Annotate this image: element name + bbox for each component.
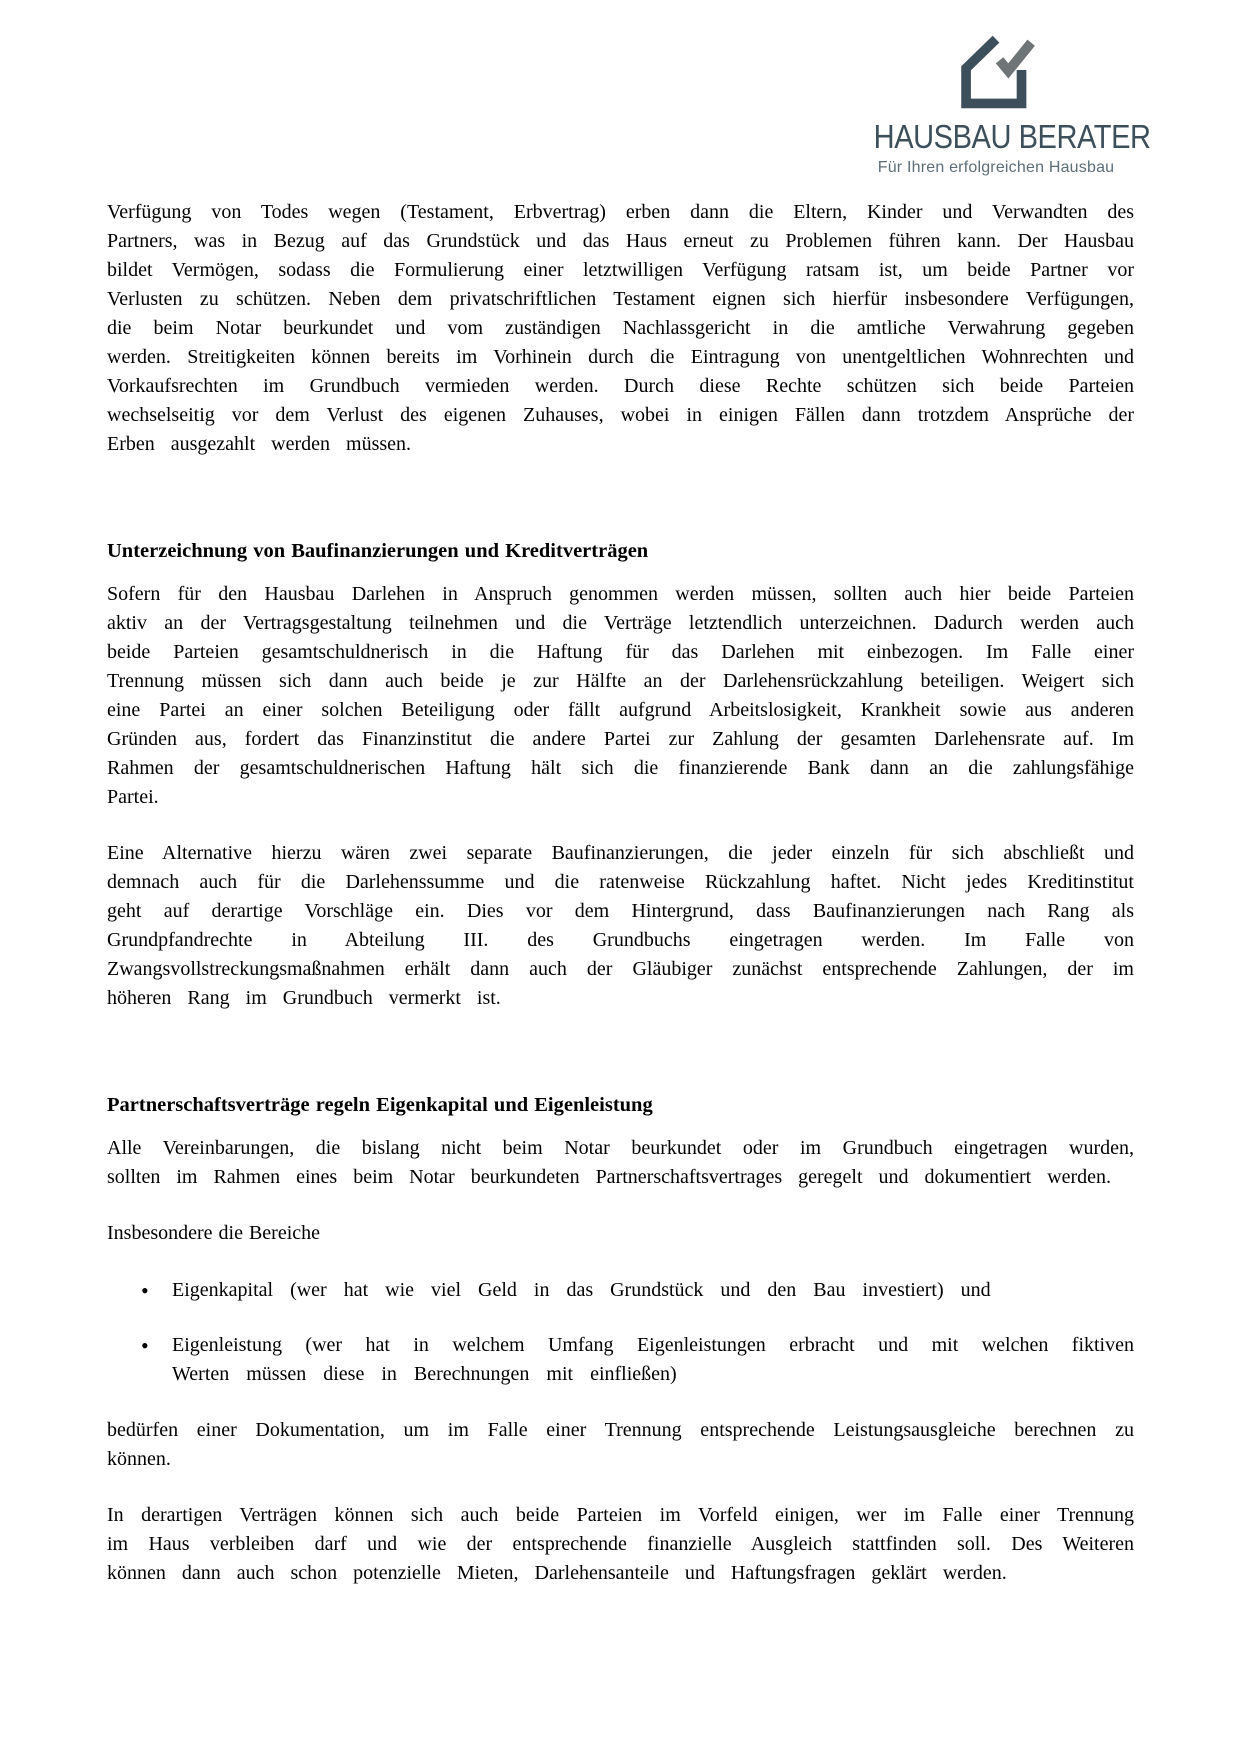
section-heading: Partnerschaftsverträge regeln Eigenkapital und Eigenleistung	[107, 1094, 653, 1116]
logo-title: HAUSBAU BERATER	[873, 118, 1151, 155]
logo-tagline: Für Ihren erfolgreichen Hausbau	[877, 159, 1115, 176]
body-paragraph: In derartigen Verträgen können sich auch beide Parteien im Vorfeld einigen, wer im Falle einer Trennung im Haus verbleiben darf und wie der entsprechende finanzielle Ausgleich stattfinden soll. Des Weiteren können dann auch schon potenzielle Mieten, Darlehensanteile und Haftungsfragen geklärt werden.	[107, 1504, 1134, 1584]
body-paragraph: Alle Vereinbarungen, die bislang nicht beim Notar beurkundet oder im Grundbuch eingetragen wurden, sollten im Rahmen eines beim Notar beurkundeten Partnerschaftsvertrages geregelt und dokumentiert werden.	[107, 1137, 1134, 1188]
checkmark-shape	[1000, 43, 1032, 71]
house-check-icon	[952, 26, 1040, 114]
body-paragraph: Eine Alternative hierzu wären zwei separate Baufinanzierungen, die jeder einzeln für sich abschließt und demnach auch für die Darlehenssumme und die ratenweise Rückzahlung haftet. Nicht jedes Kreditinstitut geht auf derartige Vorschläge ein. Dies vor dem Hintergrund, dass Baufinanzierungen nach Rang als Grundpfandrechte in Abteilung III. des Grundbuchs eingetragen werden. Im Falle von Zwangsvollstreckungsmaßnahmen erhält dann auch der Gläubiger zunächst entsprechende Zahlungen, der im höheren Rang im Grundbuch vermerkt ist.	[107, 842, 1134, 1009]
bullet-item: • Eigenleistung (wer hat in welchem Umfang Eigenleistungen erbracht und mit welchen fiktiven Werten müssen diese in Berechnungen mit einfließen)	[172, 1331, 1134, 1389]
body-paragraph: Sofern für den Hausbau Darlehen in Anspruch genommen werden müssen, sollten auch hier beide Parteien aktiv an der Vertragsgestaltung teilnehmen und die Verträge letztendlich unterzeichnen. Dadurch werden auch beide Parteien gesamtschuldnerisch in die Haftung für das Darlehen mit einbezogen. Im Falle einer Trennung müssen sich dann auch beide je zur Hälfte an der Darlehensrückzahlung beteiligen. Weigert sich eine Partei an einer solchen Beteiligung oder fällt aufgrund Arbeitslosigkeit, Krankheit sowie aus anderen Gründen aus, fordert das Finanzinstitut die andere Partei zur Zahlung der gesamten Darlehensrate auf. Im Rahmen der gesamtschuldnerischen Haftung hält sich die finanzierende Bank dann an die zahlungsfähige Partei.	[107, 583, 1134, 808]
body-paragraph: bedürfen einer Dokumentation, um im Falle einer Trennung entsprechende Leistungsausgleiche berechnen zu können.	[107, 1419, 1134, 1470]
document-content	[107, 198, 1134, 1615]
section-heading: Unterzeichnung von Baufinanzierungen und Kreditverträgen	[107, 540, 649, 562]
bullet-list	[107, 1276, 1134, 1389]
bullet-item: • Eigenkapital (wer hat wie viel Geld in das Grundstück und den Bau investiert) und	[172, 1276, 1134, 1305]
body-paragraph: Verfügung von Todes wegen (Testament, Erbvertrag) erben dann die Eltern, Kinder und Verwandten des Partners, was in Bezug auf das Grundstück und das Haus erneut zu Problemen führen kann. Der Hausbau bildet Vermögen, sodass die Formulierung einer letztwilligen Verfügung ratsam ist, um beide Partner vor Verlusten zu schützen. Neben dem privatschriftlichen Testament eignen sich hierfür insbesondere Verfügungen, die beim Notar beurkundet und vom zuständigen Nachlassgericht in die amtliche Verwahrung gegeben werden. Streitigkeiten können bereits im Vorhinein durch die Eintragung von unentgeltlichen Wohnrechten und Vorkaufsrechten im Grundbuch vermieden werden. Durch diese Rechte schützen sich beide Parteien wechselseitig vor dem Verlust des eigenen Zuhauses, wobei in einigen Fällen dann trotzdem Ansprüche der Erben ausgezahlt werden müssen.	[107, 201, 1134, 455]
logo	[857, 26, 1151, 177]
body-paragraph: Insbesondere die Bereiche	[107, 1222, 321, 1244]
